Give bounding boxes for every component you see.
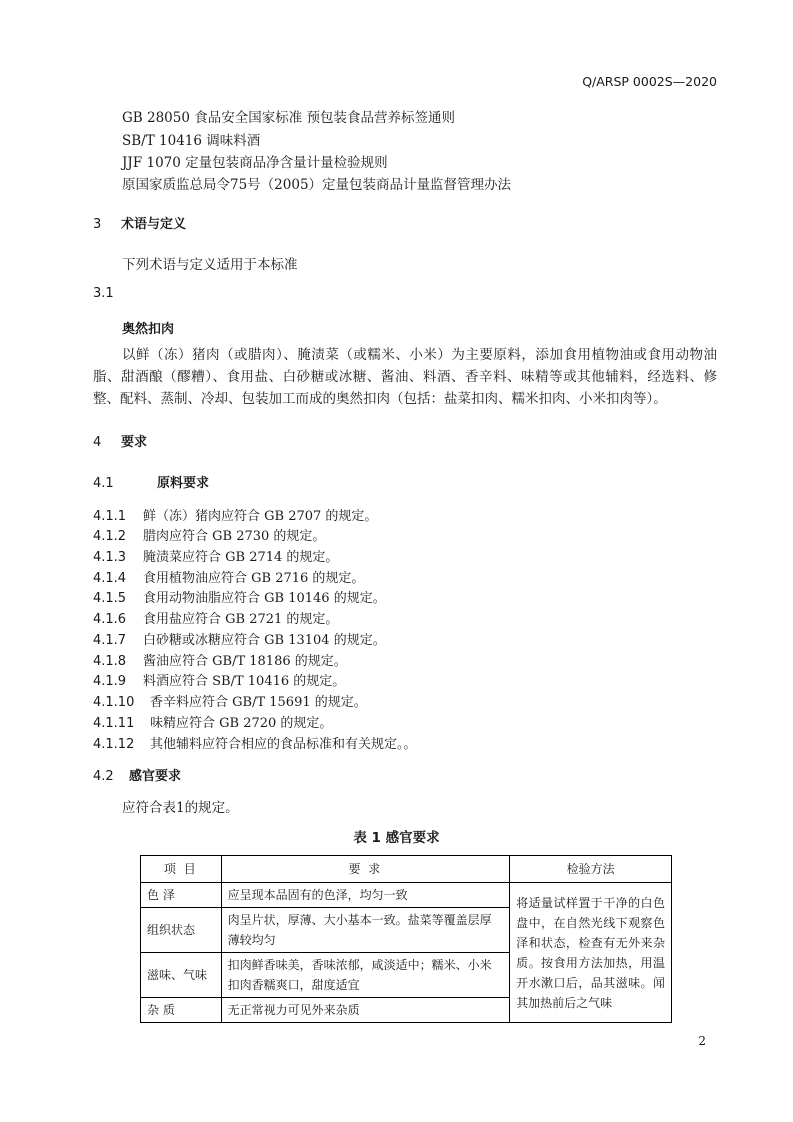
requirement-item (93, 691, 367, 710)
subsection-4-1-heading (93, 472, 209, 491)
subsection-title: 感官要求 (129, 769, 182, 784)
section-title: 术语与定义 (121, 217, 187, 232)
requirement-item (93, 629, 386, 648)
item-number: 4.1.7 (93, 633, 127, 648)
requirement-item (93, 505, 377, 524)
row-item: 滋味、气味 (141, 953, 222, 998)
term-title: 奥然扣肉 (122, 322, 175, 337)
row-requirement: 无正常视力可见外来杂质 (221, 998, 510, 1023)
section-3-heading (93, 213, 186, 232)
item-text: 腊肉应符合 GB 2730 的规定。 (143, 529, 326, 544)
section-number: 3 (93, 217, 102, 232)
item-number: 4.1.5 (93, 591, 127, 606)
item-number: 4.1.9 (93, 674, 127, 689)
item-text: 食用动物油脂应符合 GB 10146 的规定。 (143, 591, 386, 606)
item-number: 4.1.11 (93, 716, 135, 731)
item-number: 4.1.10 (93, 695, 135, 710)
item-number: 4.1.8 (93, 654, 127, 669)
reference-line: 原国家质监总局令75号（2005）定量包装商品计量监督管理办法 (122, 177, 512, 193)
item-text: 腌渍菜应符合 GB 2714 的规定。 (143, 550, 339, 565)
item-number: 4.1.4 (93, 571, 127, 586)
item-text: 食用植物油应符合 GB 2716 的规定。 (143, 571, 365, 586)
table-caption: 表 1 感官要求 (353, 830, 440, 846)
item-text: 食用盐应符合 GB 2721 的规定。 (143, 612, 339, 627)
inspection-method: 将适量试样置于干净的白色盘中，在自然光线下观察色泽和状态，检查有无外来杂质。按食用方法加热，用温开水漱口后，品其滋味。闻其加热前后之气味 (510, 883, 672, 1023)
item-text: 料酒应符合 SB/T 10416 的规定。 (143, 674, 346, 689)
row-requirement: 应呈现本品固有的色泽，均匀一致 (221, 883, 510, 908)
subsection-4-2-text: 应符合表1的规定。 (122, 800, 239, 816)
row-requirement: 扣肉鲜香味美，香味浓郁，咸淡适中；糯米、小米扣肉香糯爽口，甜度适宜 (221, 953, 510, 998)
subsection-number: 4.1 (93, 476, 114, 491)
header-item: 项 目 (141, 856, 222, 883)
item-number: 4.1.3 (93, 550, 127, 565)
item-text: 香辛料应符合 GB/T 15691 的规定。 (150, 695, 367, 710)
row-item: 组织状态 (141, 908, 222, 953)
requirement-item (93, 733, 417, 752)
header-requirement: 要 求 (221, 856, 510, 883)
header-method: 检验方法 (510, 856, 672, 883)
row-item: 杂 质 (141, 998, 222, 1023)
item-number: 4.1.1 (93, 509, 127, 524)
row-item: 色 泽 (141, 883, 222, 908)
subsection-3-1-number: 3.1 (93, 286, 114, 301)
requirement-item (93, 567, 364, 586)
section-title: 要求 (121, 435, 148, 450)
document-code: Q/ARSP 0002S—2020 (582, 74, 717, 89)
item-text: 味精应符合 GB 2720 的规定。 (150, 716, 333, 731)
subsection-4-2-heading (93, 765, 181, 784)
item-text: 白砂糖或冰糖应符合 GB 13104 的规定。 (143, 633, 386, 648)
term-definition: 以鲜（冻）猪肉（或腊肉）、腌渍菜（或糯米、小米）为主要原料，添加食用植物油或食用动物油脂、甜酒酿（醪糟）、食用盐、白砂糖或冰糖、酱油、料酒、香辛料、味精等或其他辅料，经选料、修整、配料、蒸制、冷却、包装加工而成的奥然扣肉（包括：盐菜扣肉、糯米扣肉、小米扣肉等）。 (93, 347, 717, 407)
table-header-row (141, 856, 672, 883)
reference-line: GB 28050 食品安全国家标准 预包装食品营养标签通则 (122, 110, 456, 126)
requirement-item (93, 525, 325, 544)
item-number: 4.1.2 (93, 529, 127, 544)
item-text: 鲜（冻）猪肉应符合 GB 2707 的规定。 (143, 509, 378, 524)
requirement-item (93, 546, 338, 565)
subsection-title: 原料要求 (157, 476, 210, 491)
row-requirement: 肉呈片状，厚薄、大小基本一致。盐菜等覆盖层厚薄较均匀 (221, 908, 510, 953)
page-number: 2 (698, 1034, 706, 1048)
requirement-item (93, 712, 332, 731)
reference-line: JJF 1070 定量包装商品净含量计量检验规则 (122, 155, 388, 171)
requirement-item (93, 670, 345, 689)
requirement-item (93, 608, 338, 627)
item-text: 其他辅料应符合相应的食品标准和有关规定。。 (150, 737, 417, 752)
subsection-number: 4.2 (93, 769, 114, 784)
section-3-intro: 下列术语与定义适用于本标准 (122, 257, 298, 273)
table-row (141, 883, 672, 908)
reference-line: SB/T 10416 调味料酒 (122, 133, 261, 149)
item-number: 4.1.6 (93, 612, 127, 627)
requirement-item (93, 650, 347, 669)
section-number: 4 (93, 435, 102, 450)
requirement-item (93, 587, 386, 606)
item-number: 4.1.12 (93, 737, 135, 752)
sensory-requirements-table (140, 855, 672, 1023)
item-text: 酱油应符合 GB/T 18186 的规定。 (143, 654, 347, 669)
section-4-heading (93, 431, 147, 450)
